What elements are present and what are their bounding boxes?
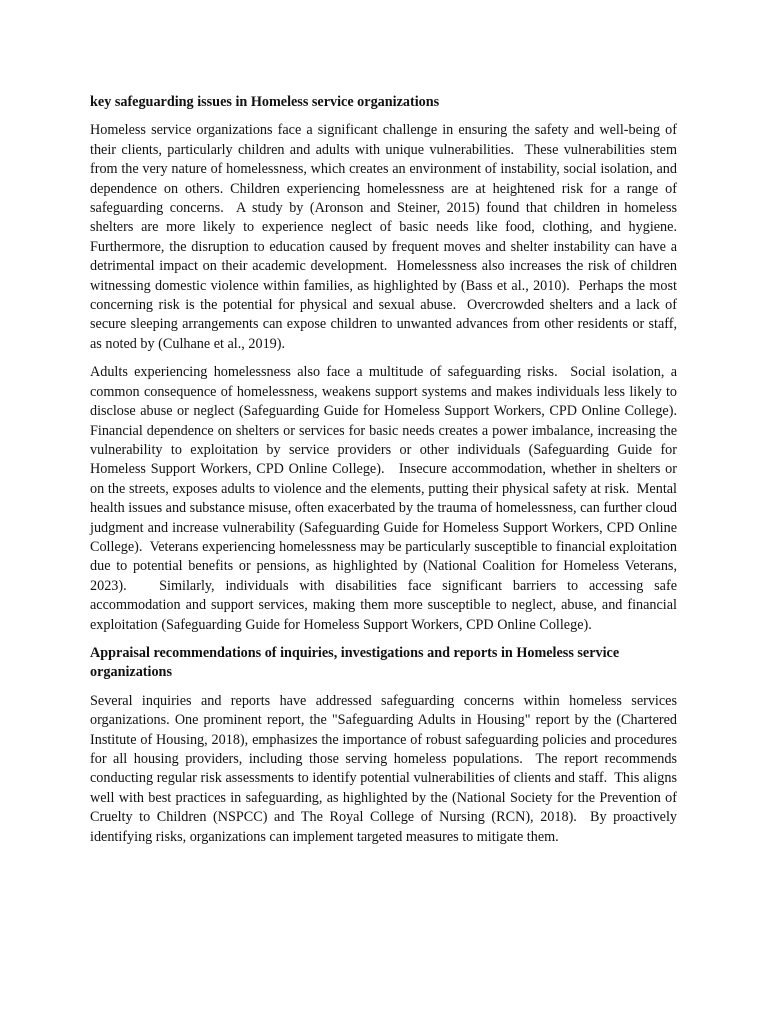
section-heading: Appraisal recommendations of inquiries, investigations and reports in Homeless service organizations bbox=[90, 644, 620, 681]
section-safeguarding-issues bbox=[90, 93, 685, 635]
section-appraisal-recommendations bbox=[90, 644, 681, 847]
document-page bbox=[90, 93, 685, 856]
paragraph: Several inquiries and reports have addressed safeguarding concerns within homeless services organizations. One prominent report, the "Safeguarding Adults in Housing" report by the (Chartered Institute of Housing, 2018), emphasizes the importance of robust safeguarding policies and procedures for all housing providers, including those serving homeless populations. The report recommends conducting regular risk assessments to identify potential vulnerabilities of clients and staff. This aligns well with best practices in safeguarding, as highlighted by the (National Society for the Prevention of Cruelty to Children (NSPCC) and The Royal College of Nursing (RCN), 2018). By proactively identifying risks, organizations can implement targeted measures to mitigate them. bbox=[90, 692, 681, 845]
paragraph: Homeless service organizations face a significant challenge in ensuring the safety and well-being of their clients, particularly children and adults with unique vulnerabilities. These vulnerabilities stem from the very nature of homelessness, which creates an environment of instability, social isolation, and dependence on others. Children experiencing homelessness are at heightened risk for a range of safeguarding concerns. A study by (Aronson and Steiner, 2015) found that children in homeless shelters are more likely to experience neglect of basic needs like food, clothing, and hygiene. Furthermore, the disruption to education caused by frequent moves and shelter instability can have a detrimental impact on their academic development. Homelessness also increases the risk of children witnessing domestic violence within families, as highlighted by (Bass et al., 2010). Perhaps the most concerning risk is the potential for physical and sexual abuse. Overcrowded shelters and a lack of secure sleeping arrangements can expose children to unwanted advances from other residents or staff, as noted by (Culhane et al., 2019). bbox=[90, 122, 685, 352]
section-heading: key safeguarding issues in Homeless service organizations bbox=[90, 94, 440, 110]
paragraph: Adults experiencing homelessness also face a multitude of safeguarding risks. Social isolation, a common consequence of homelessness, weakens support systems and makes individuals less likely to disclose abuse or neglect (Safeguarding Guide for Homeless Support Workers, CPD Online College). Financial dependence on shelters or services for basic needs creates a power imbalance, increasing the vulnerability to exploitation by service providers or other individuals (Safeguarding Guide for Homeless Support Workers, CPD Online College). Insecure accommodation, whether in shelters or on the streets, exposes adults to violence and the elements, putting their physical safety at risk. Mental health issues and substance misuse, often exacerbated by the trauma of homelessness, can further cloud judgment and increase vulnerability (Safeguarding Guide for Homeless Support Workers, CPD Online College). Veterans experiencing homelessness may be particularly susceptible to financial exploitation due to potential benefits or pensions, as highlighted by (National Coalition for Homeless Veterans, 2023). Similarly, individuals with disabilities face significant barriers to accessing safe accommodation and support services, making them more susceptible to neglect, abuse, and financial exploitation (Safeguarding Guide for Homeless Support Workers, CPD Online College). bbox=[90, 364, 685, 633]
